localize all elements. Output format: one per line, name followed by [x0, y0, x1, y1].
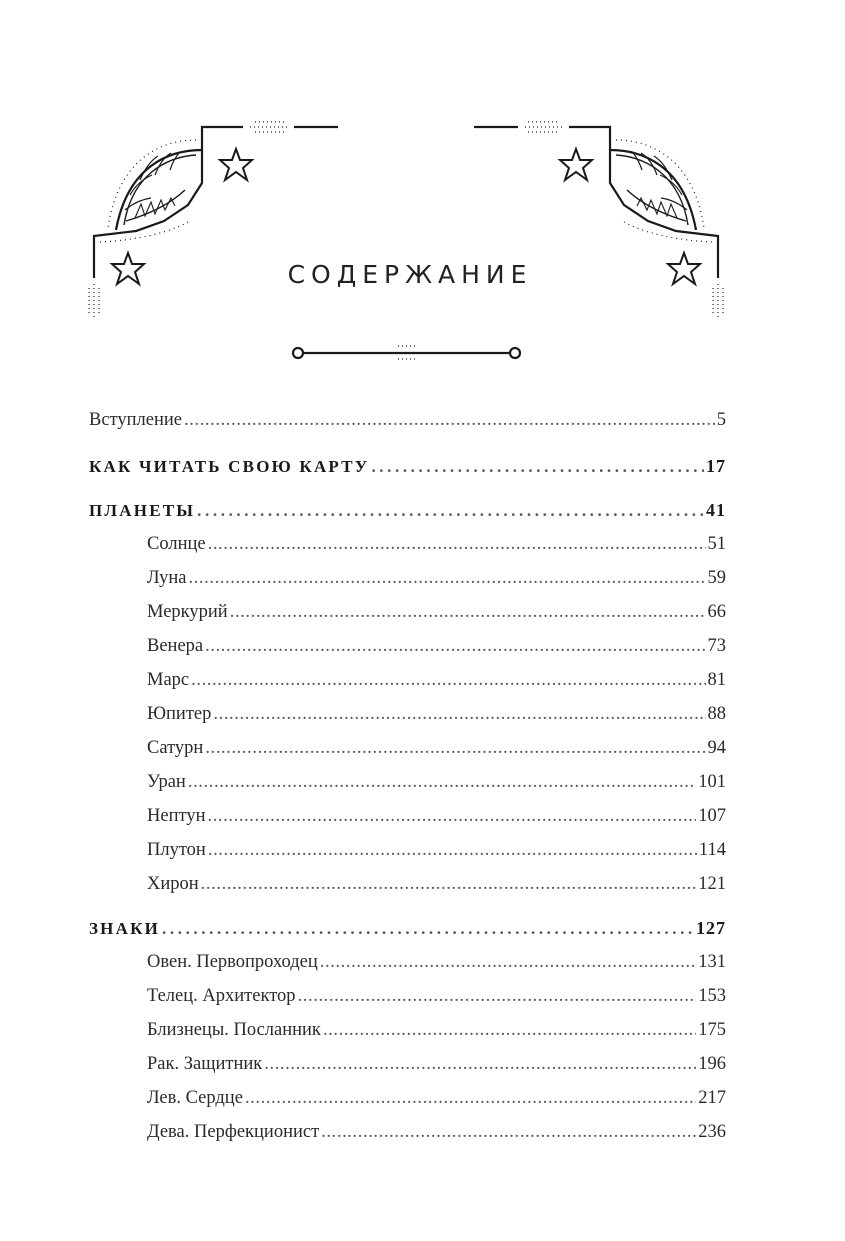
toc-entry-gemini[interactable] [89, 1020, 726, 1054]
dot-leader [298, 986, 697, 1006]
dot-leader [205, 636, 705, 656]
toc-page-number: 88 [707, 704, 726, 724]
toc-entry-label: Уран [147, 772, 186, 792]
toc-entry-virgo[interactable] [89, 1122, 726, 1156]
toc-entry-label: Овен. Первопроходец [147, 952, 318, 972]
toc-section-label: КАК ЧИТАТЬ СВОЮ КАРТУ [89, 457, 370, 476]
toc-page-number: 59 [707, 568, 726, 588]
toc-section-signs[interactable] [89, 918, 726, 952]
dot-leader [205, 738, 705, 758]
dot-leader [208, 534, 706, 554]
toc-page-number: 114 [698, 840, 726, 860]
toc-entry-label: Близнецы. Посланник [147, 1020, 321, 1040]
dot-leader [207, 806, 696, 826]
toc-entry-leo[interactable] [89, 1088, 726, 1122]
dot-leader [201, 874, 697, 894]
toc-section-label: ПЛАНЕТЫ [89, 501, 196, 520]
toc-entry-label: Сатурн [147, 738, 204, 758]
toc-entry-aries[interactable] [89, 952, 726, 986]
dot-leader [371, 457, 704, 477]
toc-entry-label: Меркурий [147, 602, 228, 622]
dot-leader [188, 772, 696, 792]
toc-entry-label: Юпитер [147, 704, 212, 724]
dot-leader [184, 410, 715, 430]
toc-page-number: 175 [698, 1020, 726, 1040]
toc-entry-taurus[interactable] [89, 986, 726, 1020]
dot-leader [188, 568, 705, 588]
dot-leader [208, 840, 697, 860]
toc-entry-label: Марс [147, 670, 190, 690]
dot-leader [245, 1088, 696, 1108]
toc-entry-label: Луна [147, 568, 187, 588]
toc-page-number: 5 [716, 410, 726, 430]
toc-entry-moon[interactable] [89, 568, 726, 602]
header-ornament [0, 0, 845, 380]
toc-page-number: 217 [698, 1088, 726, 1108]
toc-entry-label: Дева. Перфекционист [147, 1122, 320, 1142]
toc-page-number: 94 [707, 738, 726, 758]
toc-entry-label: Телец. Архитектор [147, 986, 296, 1006]
dot-leader [213, 704, 705, 724]
toc-entry-venus[interactable] [89, 636, 726, 670]
toc-page-number: 51 [707, 534, 726, 554]
star-icon [220, 149, 252, 180]
toc-section-planets[interactable] [89, 500, 726, 534]
dot-leader [191, 670, 705, 690]
toc-section-label: ЗНАКИ [89, 919, 161, 938]
toc-page-number: 153 [698, 986, 726, 1006]
toc-page-number: 131 [698, 952, 726, 972]
page-title: СОДЕРЖАНИЕ [287, 260, 533, 289]
toc-page-number: 101 [698, 772, 726, 792]
toc-entry-label: Венера [147, 636, 204, 656]
toc-page-number: 121 [698, 874, 726, 894]
toc-entry-label: Лев. Сердце [147, 1088, 243, 1108]
toc-entry-pluto[interactable] [89, 840, 726, 874]
toc-entry-chiron[interactable] [89, 874, 726, 908]
toc-page-number: 196 [698, 1054, 726, 1074]
toc-page-number: 107 [698, 806, 726, 826]
toc-entry-mercury[interactable] [89, 602, 726, 636]
toc-page-number: 73 [707, 636, 726, 656]
toc-entry-neptune[interactable] [89, 806, 726, 840]
table-of-contents [89, 410, 726, 1156]
toc-entry-label: Нептун [147, 806, 206, 826]
dot-leader [323, 1020, 696, 1040]
toc-entry-jupiter[interactable] [89, 704, 726, 738]
dot-leader [230, 602, 706, 622]
toc-page-number: 17 [706, 456, 726, 476]
toc-entry-label: Плутон [147, 840, 206, 860]
toc-page-number: 81 [707, 670, 726, 690]
toc-entry-label: Хирон [147, 874, 199, 894]
dot-leader [320, 952, 696, 972]
dot-leader [321, 1122, 696, 1142]
sun-arc-icon [116, 150, 202, 230]
toc-entry-label: Солнце [147, 534, 206, 554]
toc-page-number: 41 [706, 500, 726, 520]
dot-leader [197, 501, 704, 521]
toc-entry-uranus[interactable] [89, 772, 726, 806]
toc-entry-mars[interactable] [89, 670, 726, 704]
toc-entry-label: Рак. Защитник [147, 1054, 263, 1074]
toc-entry-intro[interactable] [89, 410, 726, 446]
toc-entry-label: Вступление [89, 410, 182, 430]
circle-rule-icon [293, 346, 520, 359]
toc-page-number: 127 [696, 918, 726, 938]
toc-page-number: 236 [698, 1122, 726, 1142]
toc-entry-sun[interactable] [89, 534, 726, 568]
toc-section-how-to-read[interactable] [89, 456, 726, 490]
toc-entry-cancer[interactable] [89, 1054, 726, 1088]
dot-leader [264, 1054, 696, 1074]
toc-page-number: 66 [707, 602, 726, 622]
dot-leader [162, 919, 694, 939]
toc-entry-saturn[interactable] [89, 738, 726, 772]
